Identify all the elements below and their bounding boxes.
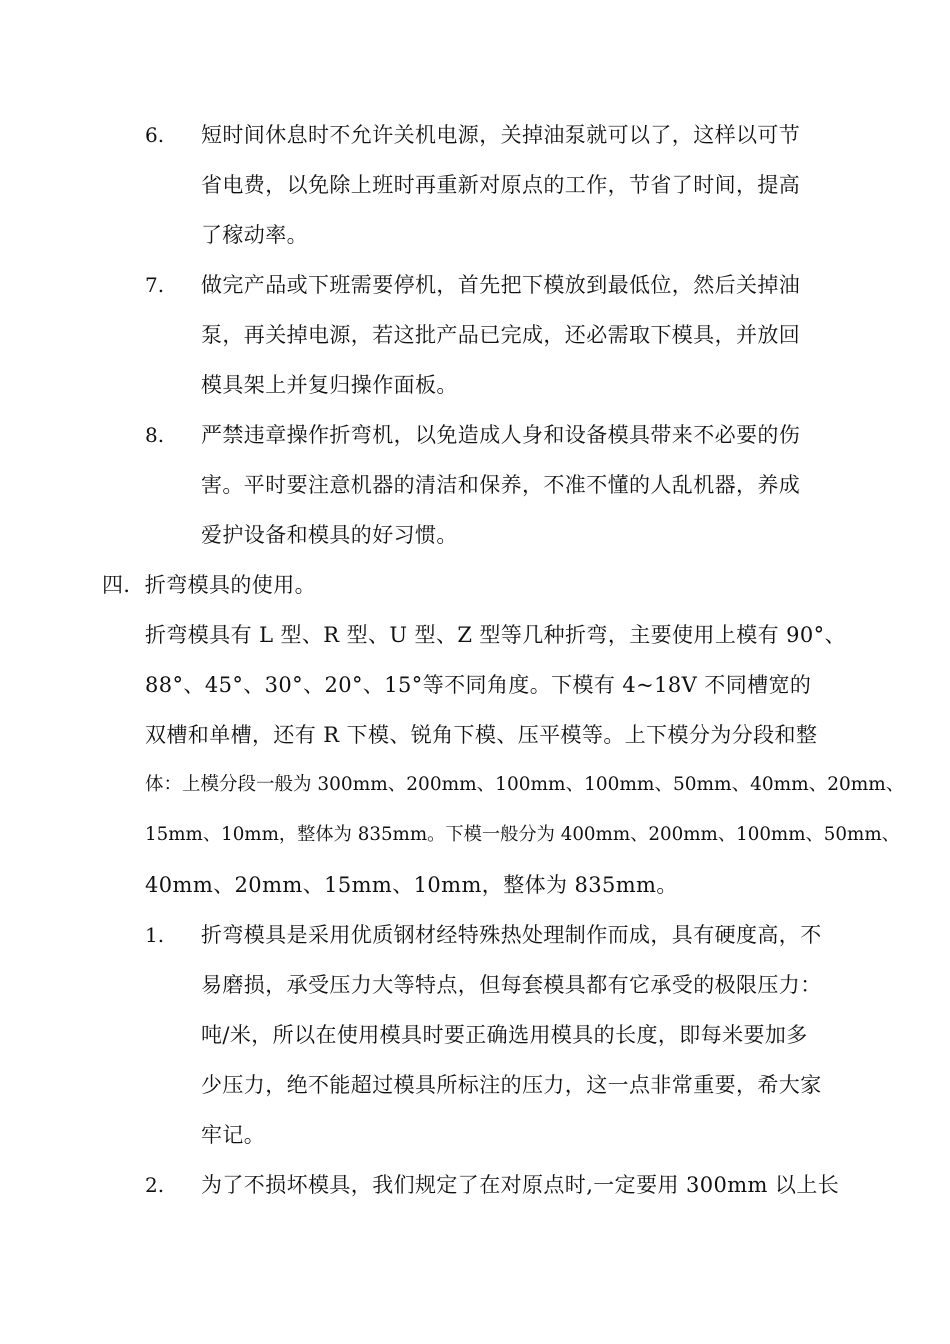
item-1-line-2: 易磨损，承受压力大等特点，但每套模具都有它承受的极限压力： xyxy=(201,973,822,997)
item-7-line-1: 做完产品或下班需要停机，首先把下模放到最低位，然后关掉油 xyxy=(201,273,801,297)
item-7-line-2: 泵，再关掉电源，若这批产品已完成，还必需取下模具，并放回 xyxy=(201,323,801,347)
item-7-line-3: 模具架上并复归操作面板。 xyxy=(201,373,458,397)
item-8-line-3: 爱护设备和模具的好习惯。 xyxy=(201,523,458,547)
paragraph-line-2: 88°、45°、30°、20°、15°等不同角度。下模有 4~18V 不同槽宽的 xyxy=(145,673,812,697)
item-6-line-3: 了稼动率。 xyxy=(201,223,308,247)
item-8-number: 8. xyxy=(145,423,165,447)
item-1-line-3: 吨/米，所以在使用模具时要正确选用模具的长度，即每米要加多 xyxy=(201,1023,808,1047)
paragraph-line-1: 折弯模具有 L 型、R 型、U 型、Z 型等几种折弯，主要使用上模有 90°、 xyxy=(145,623,846,647)
item-8-line-1: 严禁违章操作折弯机，以免造成人身和设备模具带来不必要的伤 xyxy=(201,423,801,447)
item-6-number: 6. xyxy=(145,123,165,147)
item-8-line-2: 害。平时要注意机器的清洁和保养，不准不懂的人乱机器，养成 xyxy=(201,473,801,497)
paragraph-line-3: 双槽和单槽，还有 R 下模、锐角下模、压平模等。上下模分为分段和整 xyxy=(145,723,818,747)
item-6-line-1: 短时间休息时不允许关机电源，关掉油泵就可以了，这样以可节 xyxy=(201,123,801,147)
item-1-line-4: 少压力，绝不能超过模具所标注的压力，这一点非常重要，希大家 xyxy=(201,1073,822,1097)
section-heading: 四．折弯模具的使用。 xyxy=(102,573,316,597)
item-2-line-1: 为了不损坏模具，我们规定了在对原点时,一定要用 300mm 以上长 xyxy=(201,1173,840,1197)
paragraph-line-5: 15mm、10mm，整体为 835mm。下模一般分为 400mm、200mm、100mm、50mm、 xyxy=(145,824,900,845)
item-7-number: 7. xyxy=(145,273,165,297)
paragraph-line-6: 40mm、20mm、15mm、10mm，整体为 835mm。 xyxy=(145,873,678,897)
item-2-number: 2. xyxy=(145,1173,165,1197)
item-1-line-1: 折弯模具是采用优质钢材经特殊热处理制作而成，具有硬度高，不 xyxy=(201,923,822,947)
item-6-line-2: 省电费，以免除上班时再重新对原点的工作，节省了时间，提高 xyxy=(201,173,801,197)
item-1-line-5: 牢记。 xyxy=(201,1123,266,1147)
item-1-number: 1. xyxy=(145,923,165,947)
paragraph-line-4: 体：上模分段一般为 300mm、200mm、100mm、100mm、50mm、40mm、20mm、 xyxy=(145,774,905,795)
